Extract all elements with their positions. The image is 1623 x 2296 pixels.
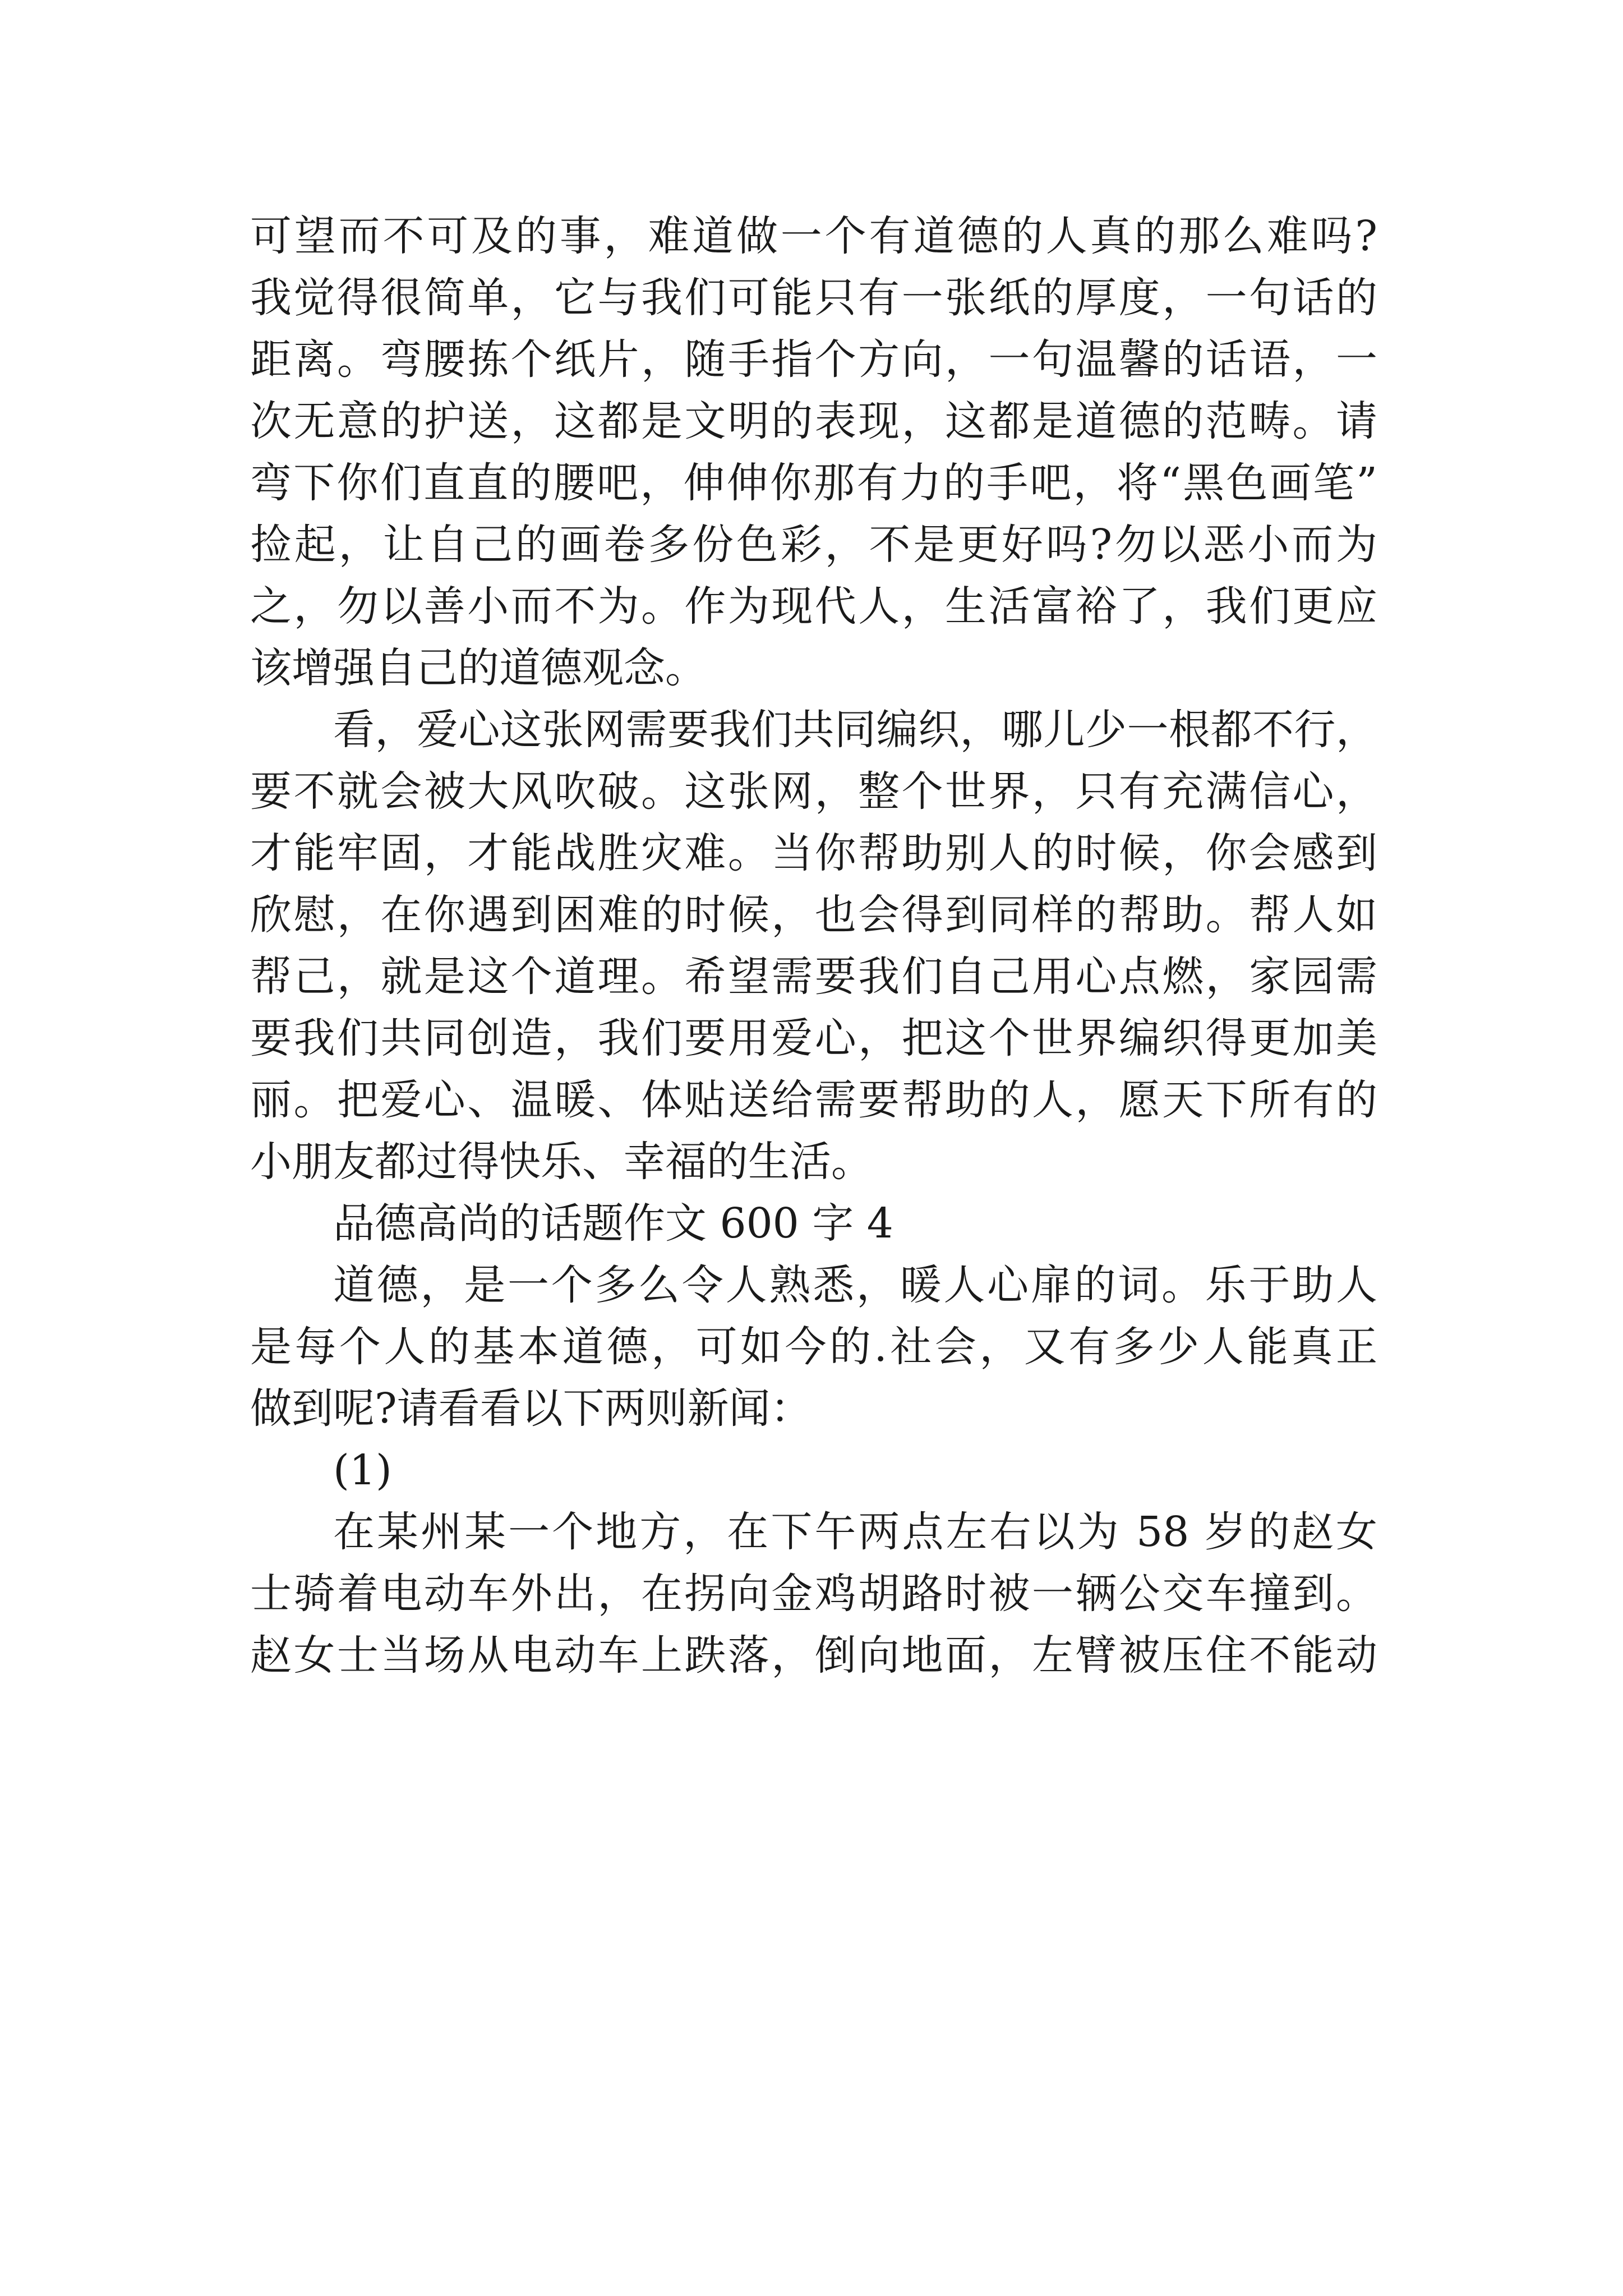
text-line: 该增强自己的道德观念。	[250, 644, 707, 692]
text-line: 弯下你们直直的腰吧，伸伸你那有力的手吧，将“黑色画笔”	[250, 459, 1377, 507]
text-line: 赵女士当场从电动车上跌落，倒向地面，左臂被压住不能动	[250, 1631, 1377, 1680]
text-line: 丽。把爱心、温暖、体贴送给需要帮助的人，愿天下所有的	[250, 1076, 1377, 1124]
text-line: 我觉得很简单，它与我们可能只有一张纸的厚度，一句话的	[250, 274, 1377, 322]
text-line: 道德，是一个多么令人熟悉，暖人心扉的词。乐于助人	[333, 1261, 1377, 1309]
text-line: 做到呢?请看看以下两则新闻：	[250, 1384, 812, 1433]
text-line: 可望而不可及的事，难道做一个有道德的人真的那么难吗?	[250, 212, 1377, 260]
document-body	[250, 205, 1377, 1686]
text-line: 帮己，就是这个道理。希望需要我们自己用心点燃，家园需	[250, 953, 1377, 1001]
text-line: 要我们共同创造，我们要用爱心，把这个世界编织得更加美	[250, 1014, 1377, 1062]
text-line: 小朋友都过得快乐、幸福的生活。	[250, 1138, 873, 1186]
text-line: 之，勿以善小而不为。作为现代人，生活富裕了，我们更应	[250, 582, 1377, 631]
text-line: 欣慰，在你遇到困难的时候，也会得到同样的帮助。帮人如	[250, 891, 1377, 939]
text-line: 次无意的护送，这都是文明的表现，这都是道德的范畴。请	[250, 397, 1377, 445]
text-line: 品德高尚的话题作文 600 字 4	[333, 1199, 893, 1248]
text-line: 距离。弯腰拣个纸片，随手指个方向，一句温馨的话语，一	[250, 335, 1377, 384]
text-line: 是每个人的基本道德，可如今的.社会，又有多少人能真正	[250, 1323, 1377, 1371]
text-line: 捡起，让自己的画卷多份色彩，不是更好吗?勿以恶小而为	[250, 521, 1377, 569]
text-line: 才能牢固，才能战胜灾难。当你帮助别人的时候，你会感到	[250, 829, 1377, 877]
text-line: 士骑着电动车外出，在拐向金鸡胡路时被一辆公交车撞到。	[250, 1570, 1377, 1618]
text-line: 要不就会被大风吹破。这张网，整个世界，只有充满信心，	[250, 767, 1377, 816]
text-line: (1)	[333, 1446, 392, 1494]
text-line: 在某州某一个地方，在下午两点左右以为 58 岁的赵女	[333, 1508, 1377, 1556]
text-line: 看，爱心这张网需要我们共同编织，哪儿少一根都不行，	[333, 706, 1377, 754]
